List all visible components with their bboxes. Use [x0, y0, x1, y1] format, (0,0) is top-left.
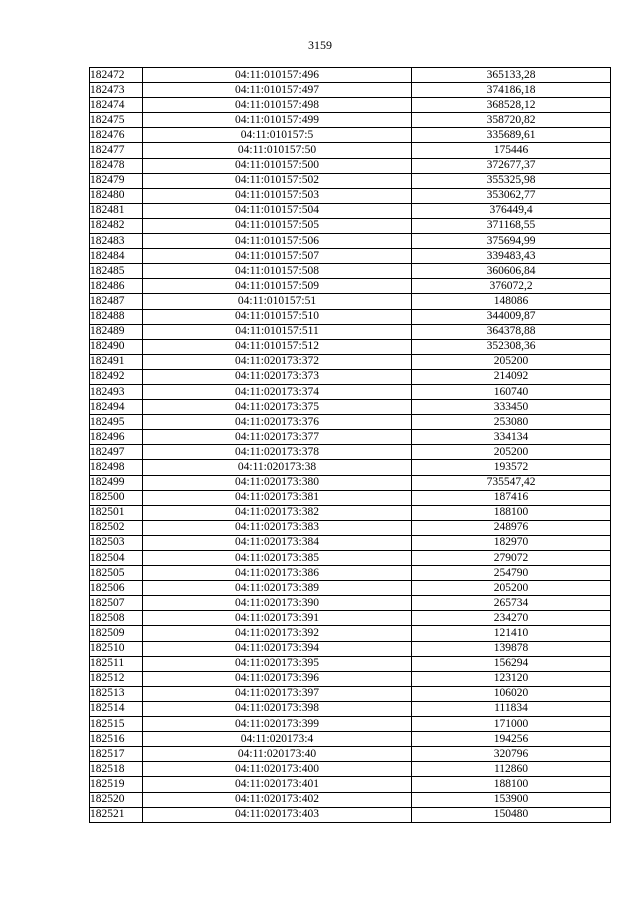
- cadastral-number-cell: 04:11:010157:510: [143, 309, 412, 324]
- row-number-cell: 182503: [90, 535, 143, 550]
- cadastral-value-cell: 234270: [412, 611, 611, 626]
- cadastral-value-cell: 175446: [412, 143, 611, 158]
- cadastral-number-cell: 04:11:020173:4: [143, 732, 412, 747]
- cadastral-number-cell: 04:11:020173:390: [143, 596, 412, 611]
- cadastral-value-cell: 248976: [412, 520, 611, 535]
- row-number-cell: 182472: [90, 68, 143, 83]
- table-row: [90, 717, 611, 732]
- table-row: [90, 671, 611, 686]
- row-number-cell: 182492: [90, 369, 143, 384]
- row-number-cell: 182506: [90, 581, 143, 596]
- cadastral-value-cell: 214092: [412, 369, 611, 384]
- cadastral-value-cell: 153900: [412, 792, 611, 807]
- cadastral-value-cell: 188100: [412, 777, 611, 792]
- row-number-cell: 182500: [90, 490, 143, 505]
- row-number-cell: 182505: [90, 566, 143, 581]
- cadastral-number-cell: 04:11:020173:399: [143, 717, 412, 732]
- table-row: [90, 686, 611, 701]
- row-number-cell: 182509: [90, 626, 143, 641]
- cadastral-value-cell: 139878: [412, 641, 611, 656]
- cadastral-value-cell: 111834: [412, 701, 611, 716]
- cadastral-number-cell: 04:11:020173:384: [143, 535, 412, 550]
- cadastral-value-cell: 205200: [412, 445, 611, 460]
- row-number-cell: 182495: [90, 415, 143, 430]
- row-number-cell: 182484: [90, 249, 143, 264]
- cadastral-number-cell: 04:11:020173:374: [143, 384, 412, 399]
- cadastral-number-cell: 04:11:010157:50: [143, 143, 412, 158]
- row-number-cell: 182481: [90, 203, 143, 218]
- row-number-cell: 182485: [90, 264, 143, 279]
- row-number-cell: 182519: [90, 777, 143, 792]
- cadastral-value-cell: 123120: [412, 671, 611, 686]
- row-number-cell: 182491: [90, 354, 143, 369]
- table-row: [90, 762, 611, 777]
- cadastral-number-cell: 04:11:020173:376: [143, 415, 412, 430]
- cadastral-value-cell: 353062,77: [412, 188, 611, 203]
- table-row: [90, 747, 611, 762]
- cadastral-value-cell: 376072,2: [412, 279, 611, 294]
- cadastral-value-cell: 156294: [412, 656, 611, 671]
- cadastral-number-cell: 04:11:010157:502: [143, 173, 412, 188]
- table-row: [90, 324, 611, 339]
- cadastral-value-cell: 106020: [412, 686, 611, 701]
- cadastral-number-cell: 04:11:020173:395: [143, 656, 412, 671]
- cadastral-number-cell: 04:11:010157:505: [143, 218, 412, 233]
- cadastral-number-cell: 04:11:020173:380: [143, 475, 412, 490]
- row-number-cell: 182508: [90, 611, 143, 626]
- cadastral-number-cell: 04:11:020173:373: [143, 369, 412, 384]
- cadastral-number-cell: 04:11:020173:385: [143, 551, 412, 566]
- table-row: [90, 566, 611, 581]
- cadastral-value-cell: 333450: [412, 400, 611, 415]
- cadastral-value-cell: 374186,18: [412, 83, 611, 98]
- table-row: [90, 83, 611, 98]
- table-row: [90, 384, 611, 399]
- table-row: [90, 68, 611, 83]
- row-number-cell: 182507: [90, 596, 143, 611]
- cadastral-value-cell: 355325,98: [412, 173, 611, 188]
- table-row: [90, 158, 611, 173]
- cadastral-number-cell: 04:11:020173:400: [143, 762, 412, 777]
- row-number-cell: 182475: [90, 113, 143, 128]
- cadastral-value-cell: 194256: [412, 732, 611, 747]
- table-row: [90, 520, 611, 535]
- cadastral-value-cell: 371168,55: [412, 218, 611, 233]
- cadastral-number-cell: 04:11:020173:382: [143, 505, 412, 520]
- table-row: [90, 611, 611, 626]
- table-row: [90, 475, 611, 490]
- row-number-cell: 182488: [90, 309, 143, 324]
- cadastral-value-cell: 360606,84: [412, 264, 611, 279]
- cadastral-number-cell: 04:11:010157:499: [143, 113, 412, 128]
- table-row: [90, 551, 611, 566]
- table-row: [90, 490, 611, 505]
- table-row: [90, 792, 611, 807]
- row-number-cell: 182477: [90, 143, 143, 158]
- cadastral-number-cell: 04:11:020173:398: [143, 701, 412, 716]
- row-number-cell: 182490: [90, 339, 143, 354]
- cadastral-number-cell: 04:11:020173:389: [143, 581, 412, 596]
- row-number-cell: 182518: [90, 762, 143, 777]
- cadastral-number-cell: 04:11:010157:51: [143, 294, 412, 309]
- table-body: [90, 68, 611, 823]
- cadastral-value-cell: 254790: [412, 566, 611, 581]
- table-row: [90, 400, 611, 415]
- cadastral-value-cell: 171000: [412, 717, 611, 732]
- cadastral-value-cell: 735547,42: [412, 475, 611, 490]
- table-row: [90, 279, 611, 294]
- cadastral-number-cell: 04:11:010157:5: [143, 128, 412, 143]
- cadastral-value-cell: 352308,36: [412, 339, 611, 354]
- row-number-cell: 182476: [90, 128, 143, 143]
- row-number-cell: 182483: [90, 234, 143, 249]
- table-row: [90, 234, 611, 249]
- row-number-cell: 182474: [90, 98, 143, 113]
- cadastral-number-cell: 04:11:010157:504: [143, 203, 412, 218]
- table-row: [90, 354, 611, 369]
- cadastral-value-table: [89, 67, 611, 823]
- table-row: [90, 535, 611, 550]
- cadastral-number-cell: 04:11:020173:377: [143, 430, 412, 445]
- row-number-cell: 182487: [90, 294, 143, 309]
- cadastral-number-cell: 04:11:020173:392: [143, 626, 412, 641]
- row-number-cell: 182510: [90, 641, 143, 656]
- table-row: [90, 113, 611, 128]
- cadastral-value-cell: 205200: [412, 581, 611, 596]
- row-number-cell: 182515: [90, 717, 143, 732]
- cadastral-number-cell: 04:11:020173:38: [143, 460, 412, 475]
- row-number-cell: 182494: [90, 400, 143, 415]
- table-row: [90, 143, 611, 158]
- cadastral-value-cell: 112860: [412, 762, 611, 777]
- table-row: [90, 626, 611, 641]
- cadastral-number-cell: 04:11:010157:508: [143, 264, 412, 279]
- cadastral-value-cell: 344009,87: [412, 309, 611, 324]
- row-number-cell: 182504: [90, 551, 143, 566]
- table-row: [90, 264, 611, 279]
- row-number-cell: 182517: [90, 747, 143, 762]
- cadastral-value-cell: 182970: [412, 535, 611, 550]
- row-number-cell: 182502: [90, 520, 143, 535]
- cadastral-value-cell: 265734: [412, 596, 611, 611]
- row-number-cell: 182479: [90, 173, 143, 188]
- cadastral-number-cell: 04:11:020173:378: [143, 445, 412, 460]
- row-number-cell: 182513: [90, 686, 143, 701]
- row-number-cell: 182493: [90, 384, 143, 399]
- cadastral-number-cell: 04:11:020173:394: [143, 641, 412, 656]
- table-row: [90, 249, 611, 264]
- cadastral-value-cell: 188100: [412, 505, 611, 520]
- cadastral-value-cell: 187416: [412, 490, 611, 505]
- table-row: [90, 701, 611, 716]
- cadastral-number-cell: 04:11:010157:512: [143, 339, 412, 354]
- row-number-cell: 182489: [90, 324, 143, 339]
- cadastral-number-cell: 04:11:010157:497: [143, 83, 412, 98]
- table-row: [90, 732, 611, 747]
- table-row: [90, 596, 611, 611]
- cadastral-number-cell: 04:11:020173:375: [143, 400, 412, 415]
- table-row: [90, 430, 611, 445]
- cadastral-number-cell: 04:11:020173:372: [143, 354, 412, 369]
- row-number-cell: 182521: [90, 807, 143, 822]
- row-number-cell: 182511: [90, 656, 143, 671]
- cadastral-value-cell: 365133,28: [412, 68, 611, 83]
- cadastral-value-cell: 160740: [412, 384, 611, 399]
- row-number-cell: 182512: [90, 671, 143, 686]
- cadastral-value-cell: 121410: [412, 626, 611, 641]
- cadastral-number-cell: 04:11:020173:381: [143, 490, 412, 505]
- row-number-cell: 182501: [90, 505, 143, 520]
- table-row: [90, 777, 611, 792]
- cadastral-value-cell: 253080: [412, 415, 611, 430]
- table-row: [90, 294, 611, 309]
- cadastral-value-cell: 279072: [412, 551, 611, 566]
- row-number-cell: 182480: [90, 188, 143, 203]
- row-number-cell: 182478: [90, 158, 143, 173]
- table-row: [90, 173, 611, 188]
- row-number-cell: 182482: [90, 218, 143, 233]
- row-number-cell: 182516: [90, 732, 143, 747]
- table-row: [90, 98, 611, 113]
- table-row: [90, 505, 611, 520]
- cadastral-number-cell: 04:11:010157:503: [143, 188, 412, 203]
- cadastral-value-cell: 205200: [412, 354, 611, 369]
- table-row: [90, 188, 611, 203]
- cadastral-value-cell: 150480: [412, 807, 611, 822]
- cadastral-number-cell: 04:11:020173:402: [143, 792, 412, 807]
- cadastral-value-cell: 334134: [412, 430, 611, 445]
- row-number-cell: 182473: [90, 83, 143, 98]
- cadastral-value-cell: 193572: [412, 460, 611, 475]
- cadastral-number-cell: 04:11:010157:498: [143, 98, 412, 113]
- table-row: [90, 460, 611, 475]
- cadastral-value-cell: 368528,12: [412, 98, 611, 113]
- row-number-cell: 182497: [90, 445, 143, 460]
- table-row: [90, 807, 611, 822]
- cadastral-number-cell: 04:11:010157:511: [143, 324, 412, 339]
- table-row: [90, 581, 611, 596]
- cadastral-number-cell: 04:11:010157:507: [143, 249, 412, 264]
- row-number-cell: 182520: [90, 792, 143, 807]
- row-number-cell: 182496: [90, 430, 143, 445]
- cadastral-value-cell: 335689,61: [412, 128, 611, 143]
- cadastral-value-cell: 339483,43: [412, 249, 611, 264]
- table-row: [90, 218, 611, 233]
- row-number-cell: 182514: [90, 701, 143, 716]
- table-row: [90, 369, 611, 384]
- cadastral-number-cell: 04:11:020173:397: [143, 686, 412, 701]
- cadastral-number-cell: 04:11:020173:40: [143, 747, 412, 762]
- table-row: [90, 309, 611, 324]
- cadastral-number-cell: 04:11:010157:509: [143, 279, 412, 294]
- table-row: [90, 656, 611, 671]
- table-row: [90, 203, 611, 218]
- cadastral-value-cell: 375694,99: [412, 234, 611, 249]
- table-row: [90, 128, 611, 143]
- cadastral-number-cell: 04:11:010157:500: [143, 158, 412, 173]
- cadastral-number-cell: 04:11:020173:396: [143, 671, 412, 686]
- cadastral-number-cell: 04:11:020173:403: [143, 807, 412, 822]
- cadastral-number-cell: 04:11:020173:383: [143, 520, 412, 535]
- row-number-cell: 182499: [90, 475, 143, 490]
- cadastral-value-cell: 358720,82: [412, 113, 611, 128]
- cadastral-number-cell: 04:11:010157:506: [143, 234, 412, 249]
- cadastral-value-cell: 372677,37: [412, 158, 611, 173]
- cadastral-value-cell: 376449,4: [412, 203, 611, 218]
- cadastral-number-cell: 04:11:020173:386: [143, 566, 412, 581]
- row-number-cell: 182498: [90, 460, 143, 475]
- cadastral-number-cell: 04:11:010157:496: [143, 68, 412, 83]
- cadastral-value-cell: 148086: [412, 294, 611, 309]
- cadastral-number-cell: 04:11:020173:401: [143, 777, 412, 792]
- cadastral-value-cell: 364378,88: [412, 324, 611, 339]
- cadastral-value-cell: 320796: [412, 747, 611, 762]
- row-number-cell: 182486: [90, 279, 143, 294]
- page-number: 3159: [308, 38, 332, 52]
- table-row: [90, 641, 611, 656]
- cadastral-number-cell: 04:11:020173:391: [143, 611, 412, 626]
- table-row: [90, 445, 611, 460]
- table-row: [90, 339, 611, 354]
- table-row: [90, 415, 611, 430]
